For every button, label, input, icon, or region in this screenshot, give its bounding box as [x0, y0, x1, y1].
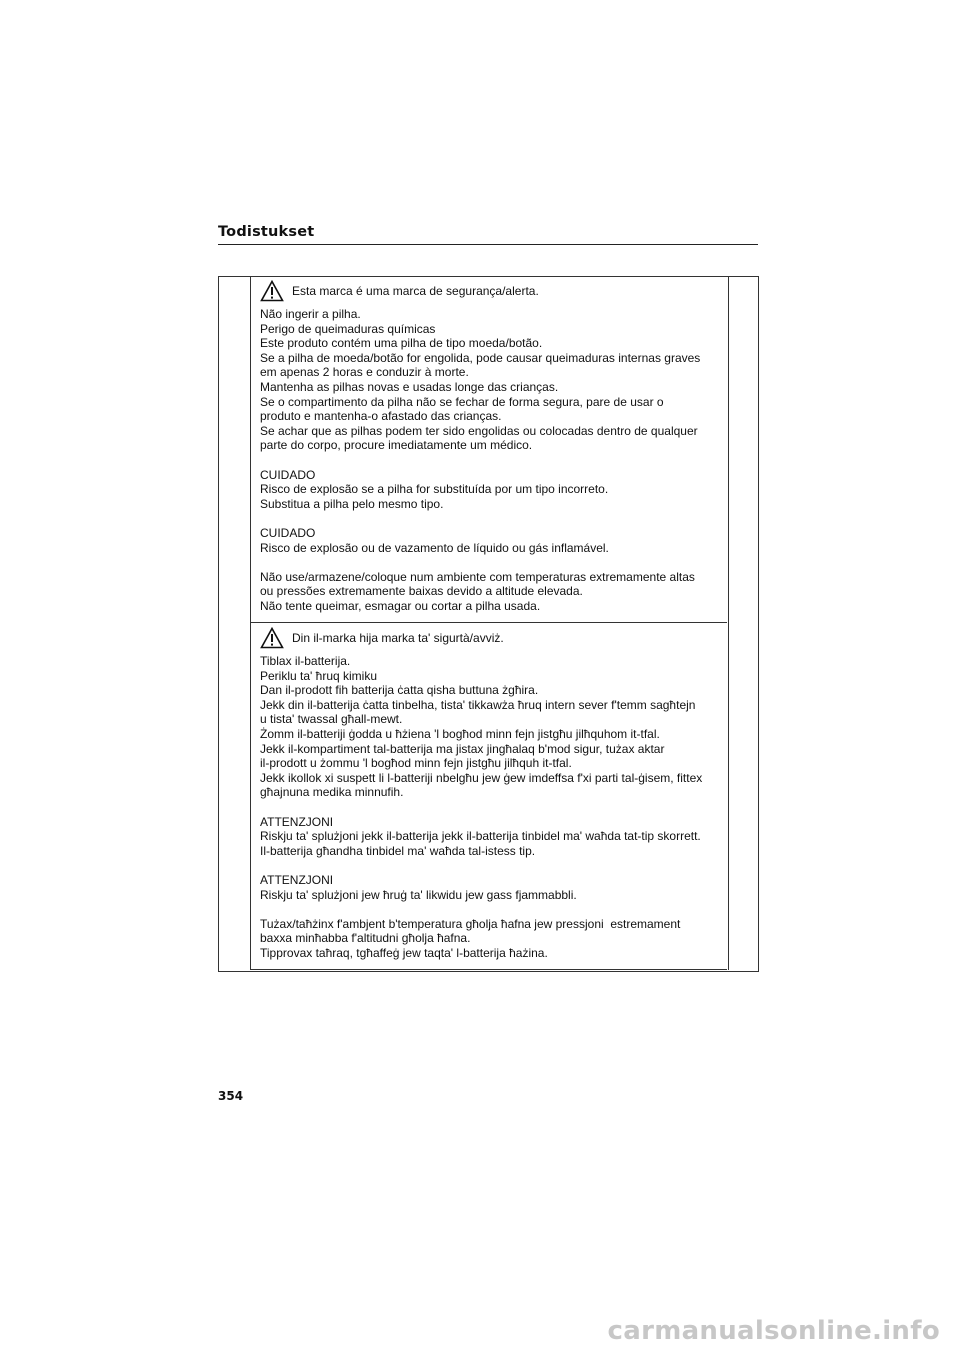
- body-text: Tiblax il-batterija. Periklu ta' ħruq kimiku Dan il-prodott fih batterija ċatta qisha buttuna żgħira. Jekk din il-batterija ċatta tinbelha, tista' tikkawża ħruq intern sever f'temm sagħtejn u tista' twassal għall-mewt. Żomm il-batteriji ġodda u ħżiena 'l bogħod minn fejn jistgħu jilħquhom it-tfal. Jekk il-kompartiment tal-batterija ma jistax jingħalaq b'mod sigur, tużax aktar il-prodott u żommu 'l bogħod minn fejn jistgħu jilħquh it-tfal. Jekk ikollok xi suspett li l-batteriji nbelgħu jew ġew imdeffsa f'xi parti tal-ġisem, fittex għajnuna medika minnufih. ATTENZJONI Riskju ta' splużjoni jekk il-batterija jekk il-batterija tinbidel ma' waħda tat-tip skorrett. Il-batterija għandha tinbidel ma' waħda tal-istess tip. ATTENZJONI Riskju ta' splużjoni jew ħruġ ta' likwidu jew gass fjammabbli. Tużax/taħżinx f'ambjent b'temperatura għolja ħafna jew pressjoni estremament baxxa minħabba f'altitudni għolja ħafna. Tipprovax taħraq, tgħaffeġ jew taqta' l-batterija ħażina.: [260, 654, 703, 960]
- warning-triangle-icon: [260, 627, 284, 649]
- body-text: Não ingerir a pilha. Perigo de queimaduras químicas Este produto contém uma pilha de tipo moeda/botão. Se a pilha de moeda/botão for engolida, pode causar queimaduras internas graves em apenas 2 horas e conduzir à morte. Mantenha as pilhas novas e usadas longe das crianças. Se o compartimento da pilha não se fechar de forma segura, pare de usar o produto e mantenha-o afastado das crianças. Se achar que as pilhas podem ter sido engolidas ou colocadas dentro de qualquer parte do corpo, procure imediatamente um médico. CUIDADO Risco de explosão se a pilha for substituída por um tipo incorreto. Substitua a pilha pelo mesmo tipo. CUIDADO Risco de explosão ou de vazamento de líquido ou gás inflamável. Não use/armazene/coloque num ambiente com temperaturas extremamente altas ou pressões extremamente baixas devido a altitude elevada. Não tente queimar, esmagar ou cortar a pilha usada.: [260, 307, 701, 613]
- page-title: Todistukset: [218, 224, 315, 240]
- warning-row: [260, 280, 717, 302]
- warning-text: Esta marca é uma marca de segurança/alerta.: [292, 284, 539, 298]
- warning-triangle-icon: [260, 280, 284, 302]
- section-maltese: [250, 623, 727, 970]
- watermark: carmanualsonline.info: [607, 1316, 940, 1346]
- warning-row: [260, 627, 717, 649]
- section-portuguese: [250, 276, 727, 623]
- warning-text: Din il-marka hija marka ta' sigurtà/avviż.: [292, 631, 504, 645]
- title-divider: [218, 244, 758, 245]
- page-number: 354: [218, 1089, 244, 1103]
